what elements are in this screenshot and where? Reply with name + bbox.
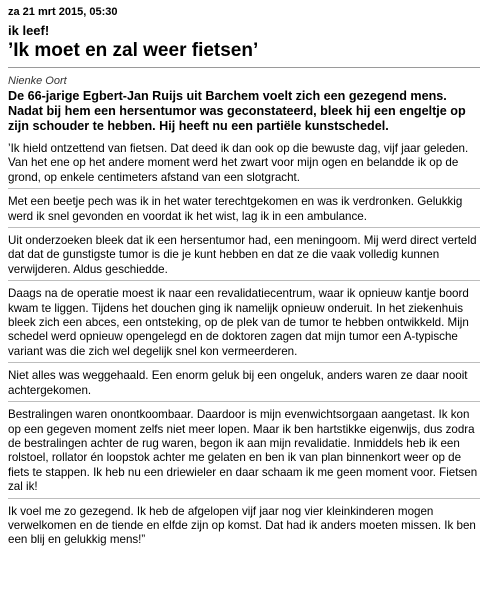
body-paragraph: Met een beetje pech was ik in het water terechtgekomen en was ik verdronken. Gelukkig werd ik snel gevonden en voordat ik het wist, lag ik in een ambulance.	[8, 193, 480, 228]
lead-paragraph: De 66-jarige Egbert-Jan Ruijs uit Barchem voelt zich een gezegend mens. Nadat bij hem een hersentumor was geconstateerd, bleek hij een engeltje op zijn schouder te hebben. Hij heeft nu een partiële kunstschedel.	[8, 89, 466, 133]
body-paragraph: Ik voel me zo gezegend. Ik heb de afgelopen vijf jaar nog vier kleinkinderen mogen verwelkomen en de tiende en elfde zijn op komst. Dat had ik anders moeten missen. Ik ben een blij en gelukkig mens!”	[8, 504, 476, 547]
article-body	[8, 140, 480, 551]
headline: ’Ik moet en zal weer fietsen’	[8, 40, 259, 61]
body-paragraph: Daags na de operatie moest ik naar een revalidatiecentrum, waar ik opnieuw kantje boord kwam te liggen. Tijdens het douchen ging ik namelijk opnieuw onderuit. In het ziekenhuis bleek zich een abces, een ontsteking, op de plek van de tumor te hebben ontwikkeld. Mijn schedel werd opnieuw opengelegd en de doktoren zagen dat mijn tumor een A-typische variant was die zich wel degelijk snel kon vermeerderen.	[8, 285, 480, 363]
author-byline: Nienke Oort	[8, 75, 67, 87]
header-divider	[8, 67, 480, 68]
kicker: ik leef!	[8, 23, 50, 38]
body-paragraph: Bestralingen waren onontkoombaar. Daardoor is mijn evenwichtsorgaan aangetast. Ik kon op een gegeven moment zelfs niet meer lopen. Maar ik ben hartstikke eigenwijs, dus zodra de bestralingen achter de rug waren, begon ik aan mijn revalidatie. Inmiddels heb ik een rolstoel, rollator én loopstok achter me gelaten en ben ik van plan binnenkort weer op de fiets te stappen. Ik heb nu een driewieler en daar schaam ik me geen moment voor. Fietsen zal ik!	[8, 406, 480, 498]
body-paragraph: Uit onderzoeken bleek dat ik een hersentumor had, een meningoom. Mij werd direct verteld dat dat de gunstigste tumor is die je kunt hebben en dat ze die vaak volledig kunnen verwijderen. Aldus geschiedde.	[8, 232, 480, 281]
body-paragraph: Niet alles was weggehaald. Een enorm geluk bij een ongeluk, anders waren ze daar nooit achtergekomen.	[8, 367, 480, 402]
body-paragraph: ’Ik hield ontzettend van fietsen. Dat deed ik dan ook op die bewuste dag, vijf jaar geleden. Van het ene op het andere moment werd het zwart voor mijn ogen en belandde ik op de grond, op enkele centimeters afstand van een slotgracht.	[8, 140, 480, 189]
dateline: za 21 mrt 2015, 05:30	[8, 6, 118, 18]
